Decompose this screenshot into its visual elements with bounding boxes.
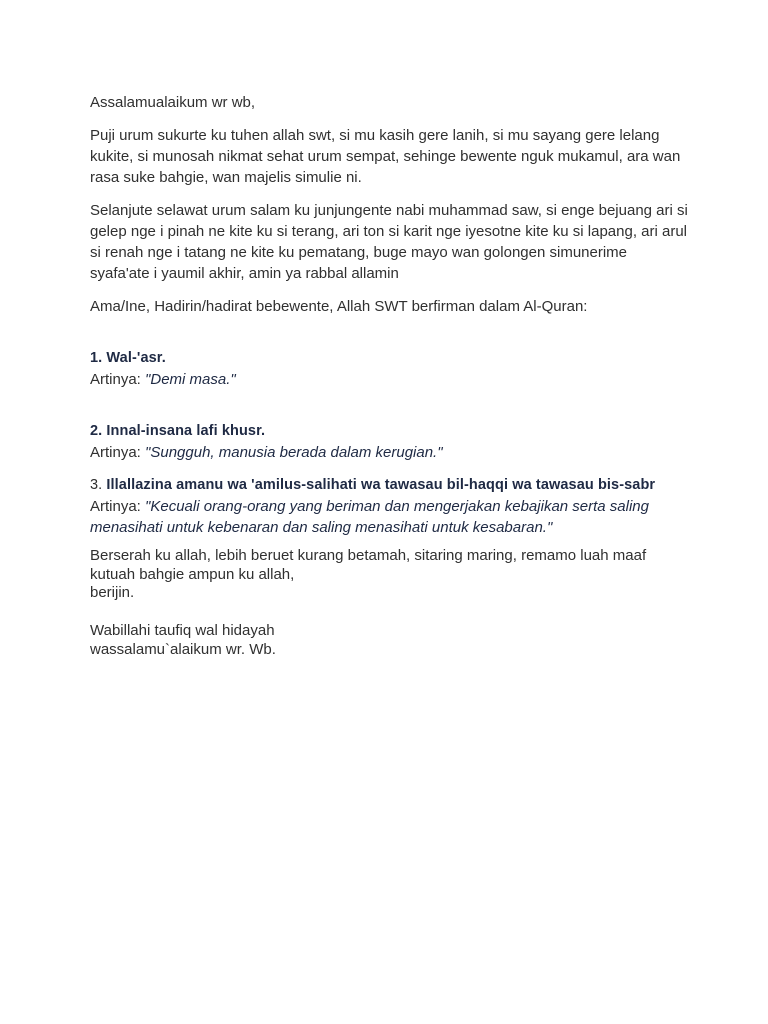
greeting: Assalamualaikum wr wb, [90, 94, 256, 111]
verse-3-translation-line2: menasihati untuk kebenaran dan saling menasihati untuk kesabaran." [90, 519, 553, 536]
document-page [90, 92, 690, 659]
verse-3-translation-line1: "Kecuali orang-orang yang beriman dan mengerjakan kebajikan serta saling [145, 498, 649, 515]
farewell-line-2: wassalamu`alaikum wr. Wb. [90, 640, 276, 658]
verse-3-heading-row [90, 475, 690, 496]
verse-1-heading: 1. Wal-'asr. [90, 350, 166, 366]
verse-2-translation [90, 442, 690, 463]
verse-2-translation-text: "Sungguh, manusia berada dalam kerugian." [145, 444, 443, 461]
verse-2 [90, 421, 690, 463]
verse-3-label: Artinya: [90, 498, 146, 515]
verse-1-translation-text: "Demi masa." [145, 371, 236, 388]
verse-1 [90, 348, 690, 390]
verse-1-label: Artinya: [90, 371, 146, 388]
closing-line-1: Berserah ku allah, lebih beruet kurang betamah, sitaring maring, remamo luah maaf [90, 547, 647, 564]
paragraph-salawat: Selanjute selawat urum salam ku junjungente nabi muhammad saw, si enge bejuang ari si gelep nge i pinah ne kite ku si terang, ari ton si karit nge iyesotne kite ku si lapang, ari arul si renah nge i tatang ne kite ku pematang, buge mayo wan golongen simunerime syafa'ate i yaumil akhir, amin ya rabbal allamin [90, 202, 688, 282]
closing-paragraph [90, 547, 690, 603]
verse-2-label: Artinya: [90, 444, 146, 461]
farewell [90, 621, 690, 659]
paragraph-praise: Puji urum sukurte ku tuhen allah swt, si mu kasih gere lanih, si mu sayang gere lelang kukite, si munosah nikmat sehat urum sempat, sehinge bewente nguk mukamul, ara wan rasa suke bahgie, wan majelis simulie ni. [90, 127, 681, 186]
verse-3-number: 3. [90, 477, 107, 493]
verse-3-heading: Illallazina amanu wa 'amilus-salihati wa tawasau bil-haqqi wa tawasau bis-sabr [106, 477, 656, 493]
farewell-line-1: Wabillahi taufiq wal hidayah [90, 621, 275, 639]
verse-1-translation [90, 369, 690, 390]
closing-line-2: kutuah bahgie ampun ku allah, [90, 565, 295, 583]
verse-2-heading: 2. Innal-insana lafi khusr. [90, 423, 266, 439]
verse-3-translation [90, 496, 690, 538]
intro-line: Ama/Ine, Hadirin/hadirat bebewente, Allah SWT berfirman dalam Al-Quran: [90, 298, 588, 315]
verse-3 [90, 475, 690, 538]
closing-line-3: berijin. [90, 584, 135, 601]
